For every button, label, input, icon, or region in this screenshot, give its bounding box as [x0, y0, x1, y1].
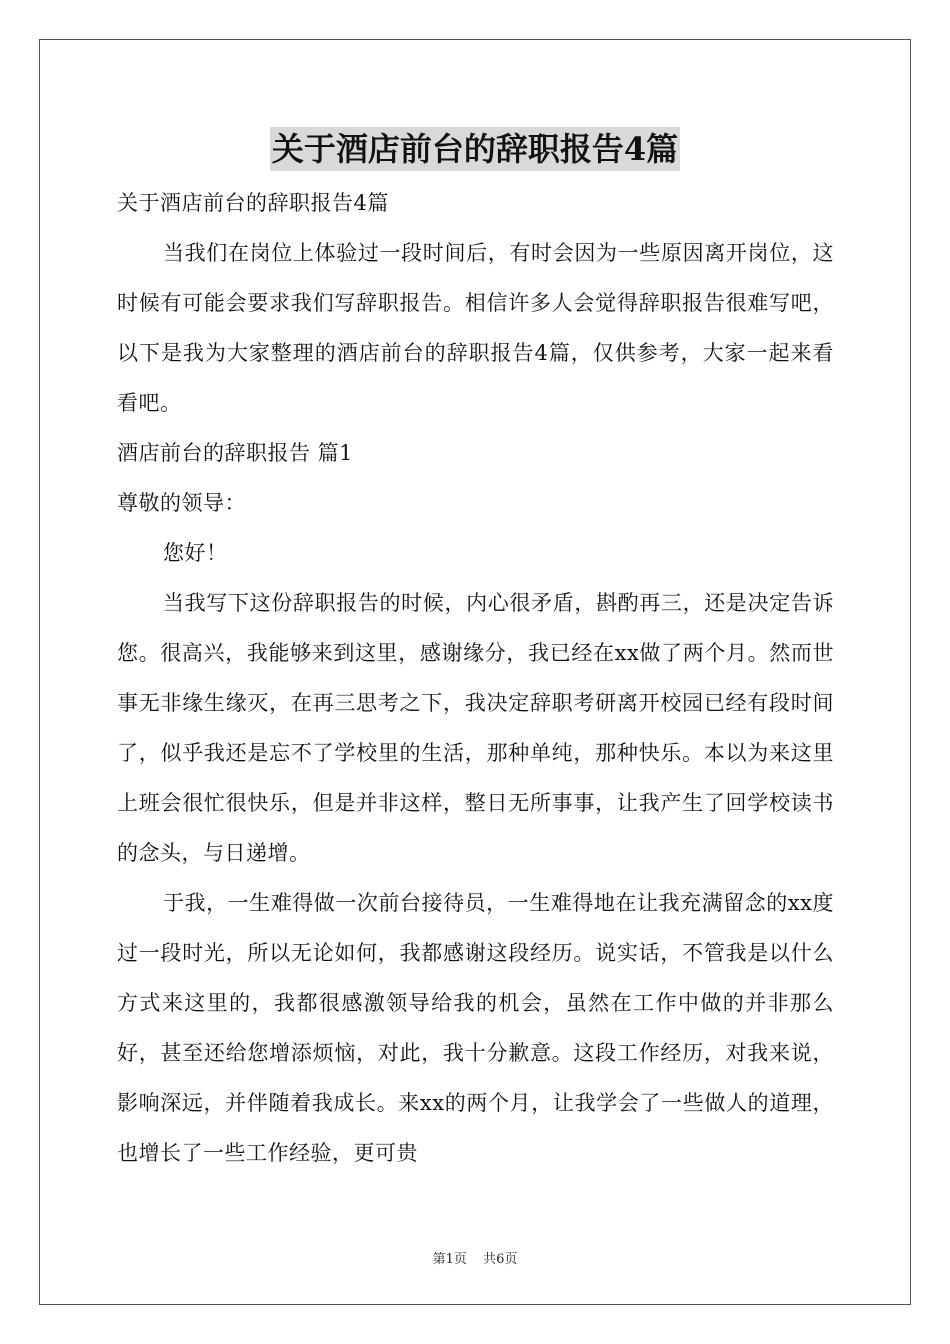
document-body [117, 178, 834, 1178]
page-number: 第1页 [432, 1252, 467, 1267]
title-container [0, 127, 950, 171]
paragraph: 于我，一生难得做一次前台接待员，一生难得地在让我充满留念的xx度过一段时光，所以无论如何，我都感谢这段经历。说实话，不管我是以什么方式来这里的，我都很感激领导给我的机会，虽然在工作中做的并非那么好，甚至还给您增添烦恼，对此，我十分歉意。这段工作经历，对我来说，影响深远，并伴随着我成长。来xx的两个月，让我学会了一些做人的道理，也增长了一些工作经验，更可贵 [117, 891, 834, 1165]
greeting: 您好！ [163, 541, 228, 565]
paragraph: 当我写下这份辞职报告的时候，内心很矛盾，斟酌再三，还是决定告诉您。很高兴，我能够来到这里，感谢缘分，我已经在xx做了两个月。然而世事无非缘生缘灭，在再三思考之下，我决定辞职考研离开校园已经有段时间了，似乎我还是忘不了学校里的生活，那种单纯，那种快乐。本以为来这里上班会很忙很快乐，但是并非这样，整日无所事事，让我产生了回学校读书的念头，与日递增。 [117, 591, 834, 865]
document-title: 关于酒店前台的辞职报告4篇 [270, 127, 680, 171]
page-total: 共6页 [483, 1252, 518, 1267]
salutation: 尊敬的领导： [117, 491, 246, 515]
page-footer [0, 1248, 950, 1267]
paragraph: 关于酒店前台的辞职报告4篇 [117, 191, 389, 215]
section-heading: 酒店前台的辞职报告 篇1 [117, 441, 354, 465]
paragraph: 当我们在岗位上体验过一段时间后，有时会因为一些原因离开岗位，这时候有可能会要求我们写辞职报告。相信许多人会觉得辞职报告很难写吧，以下是我为大家整理的酒店前台的辞职报告4篇，仅供参考，大家一起来看看吧。 [117, 241, 834, 415]
